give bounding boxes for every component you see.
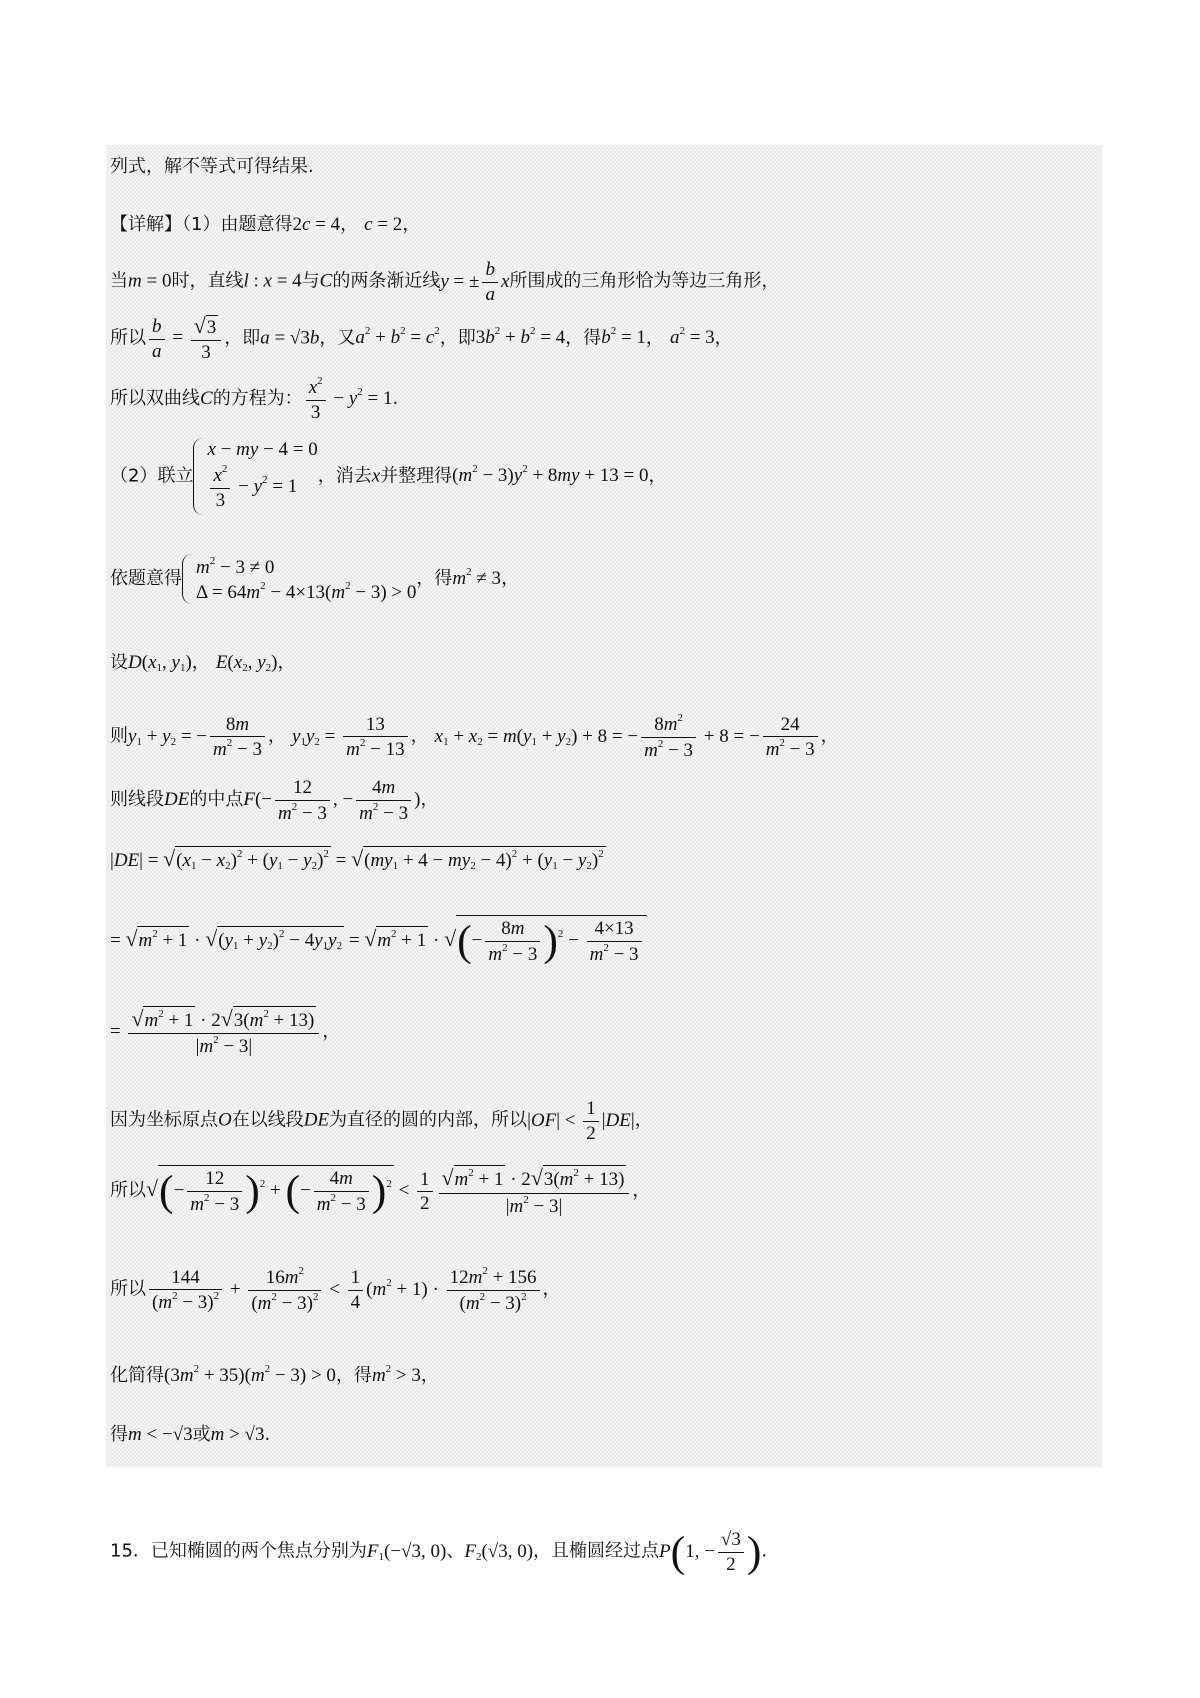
text-ie: ，即 [224, 327, 261, 349]
problem-number: 15． [110, 1540, 151, 1562]
detail-line-11: = $√m^2 + 1 \cdot √(y_1 + y_2)^2 - 4y_1y_2 = √m^2 + 1$ · √(− $\frac{8m}{m^2 - 3}$ )$^2$ − $\frac{4\times 13}{m^2 - 3}$ [110, 915, 647, 967]
text-get-2: ，得 [416, 568, 453, 589]
text-inside: 在以线段 [231, 1109, 304, 1131]
text-then: 则 [110, 725, 128, 747]
condition-system: $m^2 - 3 \ne 0$ $\Delta = 64m^2 - 4\times 13(m^2 - 3) > 0$ [182, 554, 416, 604]
system-of-equations: x − my − 4 = 0 $\frac{x^2}{3}$ − $y^2 = 1$ [193, 438, 317, 515]
problem-text-a: 已知椭圆的两个焦点分别为 [150, 1540, 367, 1562]
detail-line-10: $|DE| = √(x_1 - x_2)^2 + (y_1 - y_2)^2 = √(my_1 + 4 - my_2 - 4)^2 + (y_1 - y_2)^2$ [110, 847, 604, 872]
problem-text-b: 、 [446, 1540, 465, 1562]
text-get-3: ，得 [335, 1365, 372, 1386]
text-so-3: 所以 [110, 1278, 146, 1300]
text-origin: 因为坐标原点 [110, 1109, 218, 1131]
detail-label: 【详解】 [110, 214, 182, 235]
detail-line-4: 所以双曲线C的方程为： $\frac{x^2}{3}$ − $y^2 = 1$. [110, 375, 399, 423]
detail-line-6: 依题意得 $m^2 - 3 \ne 0$ $\Delta = 64m^2 - 4\times 13(m^2 - 3) > 0$ ，得$m^2 \ne 3$， [110, 555, 520, 603]
text-segment: 则线段 [110, 789, 164, 811]
text-diameter: 为直径的圆的内部，所以 [329, 1109, 528, 1131]
detail-line-1: 【详解】（1）由题意得2c = 4， c = 2， [110, 214, 421, 235]
intro-tail-text: 列式，解不等式可得结果. [110, 156, 314, 177]
text-hyperbola: 所以双曲线 [110, 388, 200, 410]
text-by-condition: 依题意得 [110, 568, 182, 589]
detail-line-8: 则$y_1 + y_2$ = − $\frac{8m}{m^2 - 3}$ ， $y_1y_2$ = $\frac{13}{m^2 - 13}$ ， $x_1 + x_2 = m(y_1 + y_2) + 8$ = − $\frac{8m^2}{m^2 - 3}$ + 8 = − $\frac{24}{m^2 - 3}$ ， [110, 712, 839, 761]
text-result: 得 [110, 1424, 128, 1445]
text-so-2: 所以 [110, 1180, 146, 1202]
detail-line-16: 化简得$(3m^2 + 35)(m^2 - 3) > 0$，得$m^2 > 3$， [110, 1363, 439, 1386]
text-equation: 的方程为： [212, 388, 303, 410]
detail-line-12: = $\frac{√m^2 + 1 \cdot 2√3(m^2 + 13)}{|m^2 - 3|}$ ， [110, 1007, 341, 1058]
text-set: 设 [110, 652, 128, 673]
text-organize: 并整理得 [380, 465, 453, 487]
text-equilateral: 所围成的三角形恰为等边三角形， [509, 270, 780, 292]
text-so: 所以 [110, 327, 146, 349]
detail-line-9: 则线段DE的中点F(− $\frac{12}{m^2 - 3}$ , − $\frac{4m}{m^2 - 3}$ )， [110, 777, 439, 824]
text-when: 当 [110, 270, 128, 292]
text-line-l: 时，直线 [171, 270, 244, 292]
detail-line-2: 当m = 0时，直线l : x = 4与C的两条渐近线y = ± $\frac{b}{a}$ x所围成的三角形恰为等边三角形， [110, 259, 780, 305]
detail-line-5: （2）联立 x − my − 4 = 0 $\frac{x^2}{3}$ − $y^2 = 1$ ，消去x并整理得$(m^2 - 3)y^2 + 8my + 13 = 0$， [110, 438, 667, 515]
part1-label: （1） [182, 214, 221, 235]
text-with: 与 [301, 270, 320, 292]
text-simplify: 化简得 [110, 1365, 164, 1386]
detail-line-3: 所以 $\frac{b}{a}$ = $\frac{√3}{3}$ ，即a = √3b，又$a^2 + b^2 = c^2$，即$3b^2 + b^2 = 4$，得$b^2 = 1$， $a^2 = 3$， [110, 314, 733, 364]
detail-line-7: 设$D(x_1$, $y_1$)， $E(x_2$, $y_2$)， [110, 652, 296, 674]
text-also: ，又 [319, 327, 356, 349]
text-ie-2: ，即 [439, 327, 476, 349]
detail-line-13: 因为坐标原点O在以线段DE为直径的圆的内部，所以|OF| < $\frac{1}{2}$ |DE|， [110, 1098, 653, 1144]
detail-line-15: 所以 $\frac{144}{(m^2 - 3)^2}$ + $\frac{16m^2}{(m^2 - 3)^2}$ < $\frac{1}{4}$ $(m^2 + 1)$ · $\frac{12m^2 + 156}{(m^2 - 3)^2}$ ， [110, 1265, 561, 1314]
part2-label: （2）联立 [110, 465, 194, 487]
part1-text: 由题意得 [220, 214, 293, 235]
problem-text-c: ，且椭圆经过点 [533, 1540, 660, 1562]
problem-15: 15．已知椭圆的两个焦点分别为$F_1(-√3$, 0)、$F_2(√3$, 0)，且椭圆经过点P(1, − $\frac{√3}{2}$ ). [110, 1527, 768, 1576]
detail-line-14: 所以√(− $\frac{12}{m^2 - 3}$ )$^2$ + (− $\frac{4m}{m^2 - 3}$ )$^2$ < $\frac{1}{2}$ $\frac{√m^2 + 1 \cdot 2√3(m^2 + 13)}{|m^2 - 3|}$ ， [110, 1166, 651, 1217]
text-get: ，得 [565, 327, 602, 349]
text-midpoint: 的中点 [189, 789, 244, 811]
text-or: 或 [192, 1424, 211, 1445]
text-asymptotes: 的两条渐近线 [332, 270, 441, 292]
text-eliminate: ，消去 [317, 465, 372, 487]
detail-line-17: 得m < −√3或m > √3. [110, 1424, 271, 1445]
